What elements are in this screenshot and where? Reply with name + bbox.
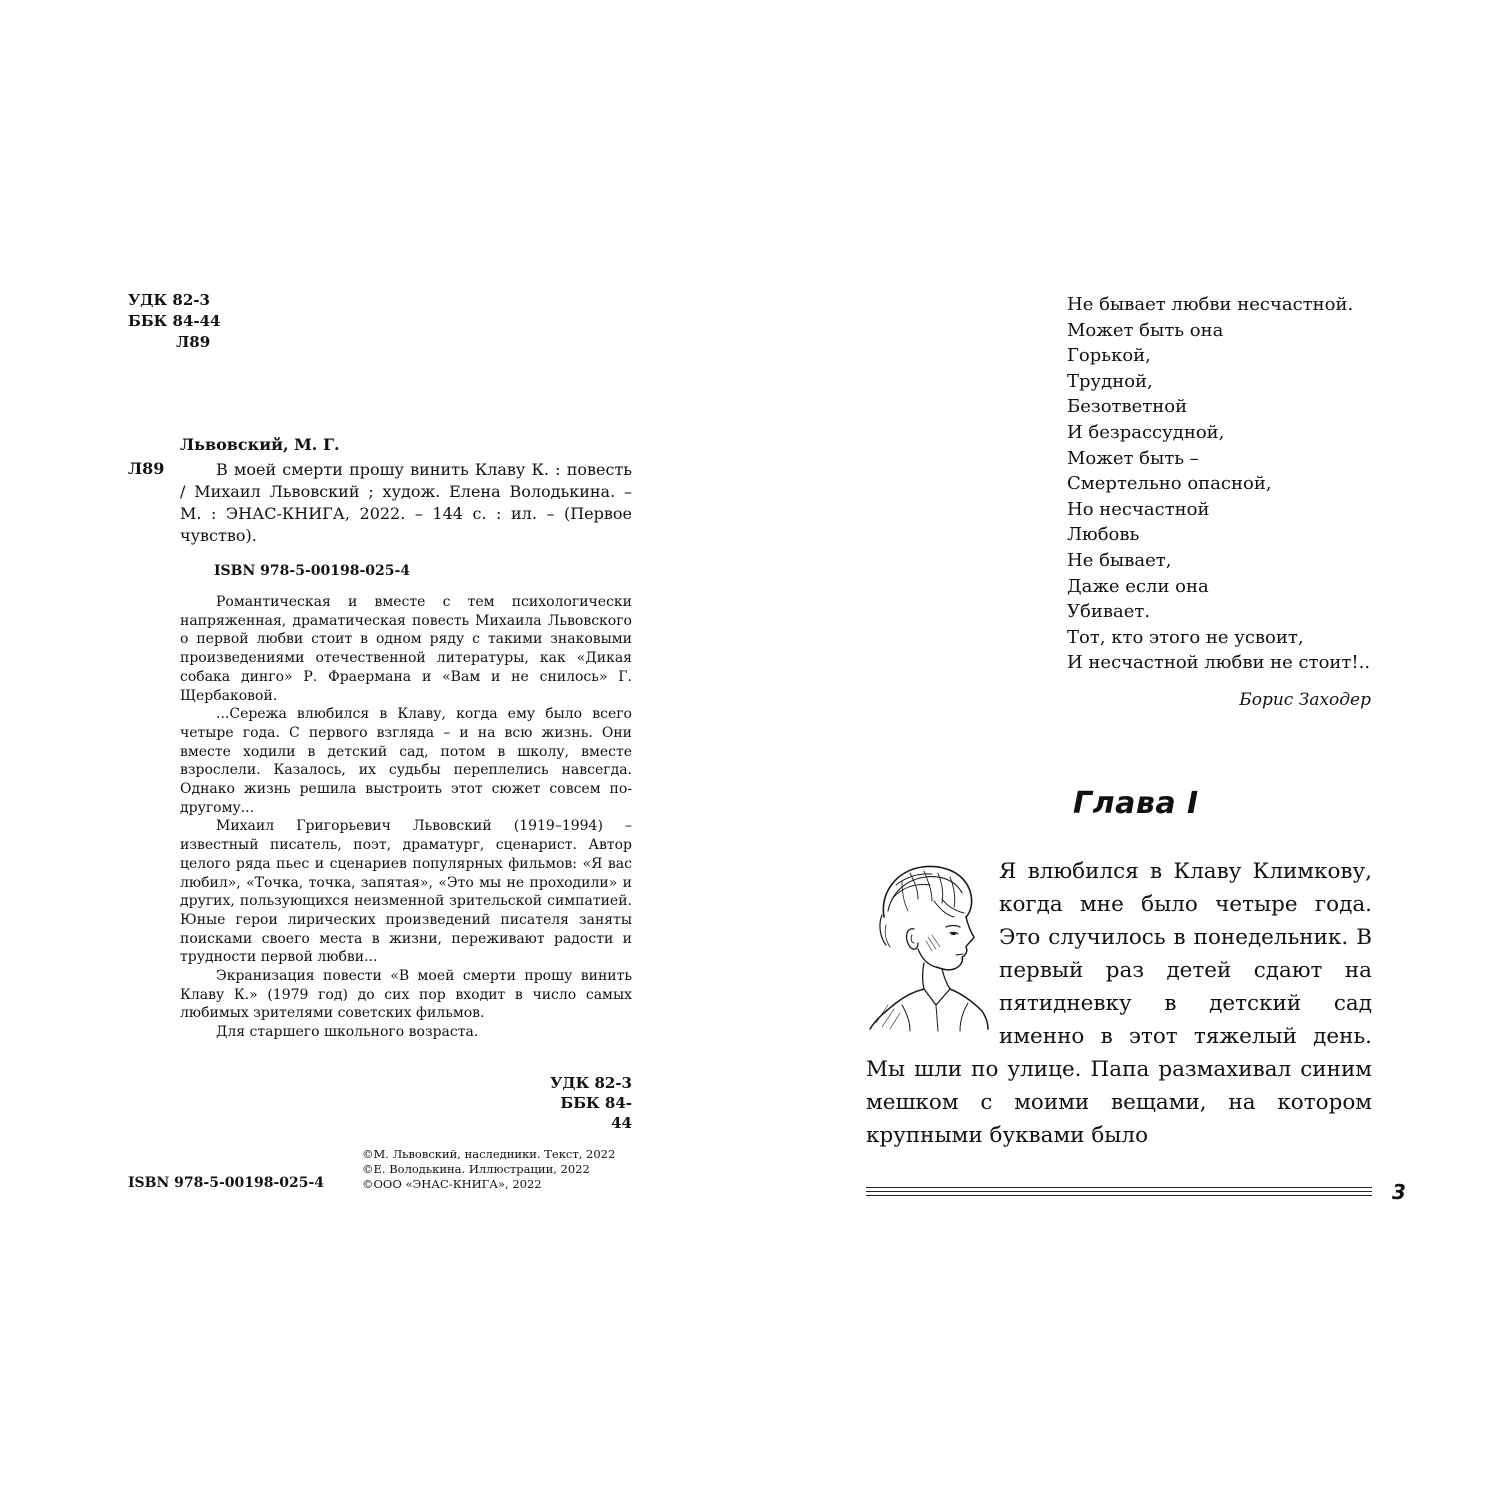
poem-line: И несчастной любви не стоит!.. xyxy=(1067,652,1371,674)
poem-line: Но несчастной xyxy=(1067,498,1210,520)
annotation-paragraph: ...Сережа влюбился в Клаву, когда ему было всего четыре года. С первого взгляда – и на всю жизнь. Они вместе ходили в детский сад, потом в школу, вместе взрослели. Казалось, их судьбы переплелись навсегда. Однако жизнь решила выстроить этот сюжет совсем по-другому... xyxy=(180,706,632,816)
poem-line: И безрассудной, xyxy=(1067,421,1225,443)
annotation xyxy=(180,593,632,1042)
copyright-text: ©М. Львовский, наследники. Текст, 2022 xyxy=(362,1147,616,1161)
poem-line: Не бывает любви несчастной. xyxy=(1067,294,1354,315)
author-heading: Львовский, М. Г. xyxy=(180,435,340,454)
classification-codes xyxy=(128,290,220,353)
copyright-publisher: ©ООО «ЭНАС-КНИГА», 2022 xyxy=(362,1177,542,1191)
annotation-paragraph: Михаил Григорьевич Львовский (1919–1994) – известный писатель, поэт, драматург, сценарист. Автор целого ряда пьес и сценариев популярных фильмов: «Я вас любил», «Точка, точка, запятая», «Это мы не проходили» и других, пользующихся неизменной зрительской симпатией. Юные герои лирических произведений писателя заняты поисками своего места в жизни, переживают радости и трудности первой любви... xyxy=(180,818,632,966)
poem-line: Безответной xyxy=(1067,396,1188,418)
poem-line: Даже если она xyxy=(1067,575,1209,597)
bbk-code-bottom: ББК 84-44 xyxy=(560,1094,632,1132)
poem-line: Тот, кто этого не усвоит, xyxy=(1067,626,1304,648)
classification-codes-bottom xyxy=(540,1073,632,1133)
illustration-float-space xyxy=(866,855,999,1037)
annotation-paragraph: Романтическая и вместе с тем психологически напряженная, драматическая повесть Михаила Львовского о первой любви стоит в одном ряду с такими знаковыми произведениями отечественной литературы, как «Дикая собака динго» Р. Фраермана и «Вам и не снилось» Г. Щербаковой. xyxy=(180,594,632,704)
udk-code-bottom: УДК 82-3 xyxy=(550,1074,632,1092)
poem-line: Любовь xyxy=(1067,524,1140,546)
side-author-mark: Л89 xyxy=(128,459,165,478)
poem-line: Убивает. xyxy=(1067,601,1151,623)
isbn-top: ISBN 978-5-00198-025-4 xyxy=(214,563,411,579)
bibliographic-record: В моей смерти прошу винить Клаву К. : повесть / Михаил Львовский ; худож. Елена Володькина. – М. : ЭНАС-КНИГА, 2022. – 144 с. : ил. – (Первое чувство). xyxy=(180,460,632,545)
poem-line: Трудной, xyxy=(1067,370,1153,392)
page-number: 3 xyxy=(1392,1180,1406,1204)
footer-rule-bottom xyxy=(866,1195,1372,1196)
poem-line: Не бывает, xyxy=(1067,549,1172,571)
copyright-illustrations: ©Е. Володькина. Иллюстрации, 2022 xyxy=(362,1162,590,1176)
annotation-paragraph: Экранизация повести «В моей смерти прошу винить Клаву К.» (1979 год) до сих пор входит в число самых любимых зрителями советских фильмов. xyxy=(180,968,632,1022)
epigraph-poem xyxy=(1067,292,1370,676)
chapter-title: Глава I xyxy=(1073,786,1199,821)
author-mark: Л89 xyxy=(176,333,211,351)
chapter-body-text xyxy=(866,855,1372,1152)
isbn-bottom: ISBN 978-5-00198-025-4 xyxy=(128,1175,325,1191)
copyright-block xyxy=(362,1147,615,1192)
poem-line: Может быть – xyxy=(1067,447,1199,469)
body-text-content: Я влюбился в Клаву Климкову, когда мне было четыре года. Это случилось в понедельник. В первый раз детей сдают на пятидневку в детский сад именно в этот тяжелый день. Мы шли по улице. Папа размахивал синим мешком с моими вещами, на котором крупными буквами было xyxy=(866,859,1372,1148)
bbk-code: ББК 84-44 xyxy=(128,312,221,330)
udk-code: УДК 82-3 xyxy=(128,291,210,309)
footer-rule-middle xyxy=(866,1191,1372,1192)
annotation-paragraph: Для старшего школьного возраста. xyxy=(216,1024,479,1041)
poem-line: Может быть она xyxy=(1067,319,1224,341)
poem-line: Смертельно опасной, xyxy=(1067,473,1272,495)
epigraph-author: Борис Заходер xyxy=(1239,690,1371,710)
footer-rule-top xyxy=(866,1187,1372,1188)
poem-line: Горькой, xyxy=(1067,345,1151,367)
